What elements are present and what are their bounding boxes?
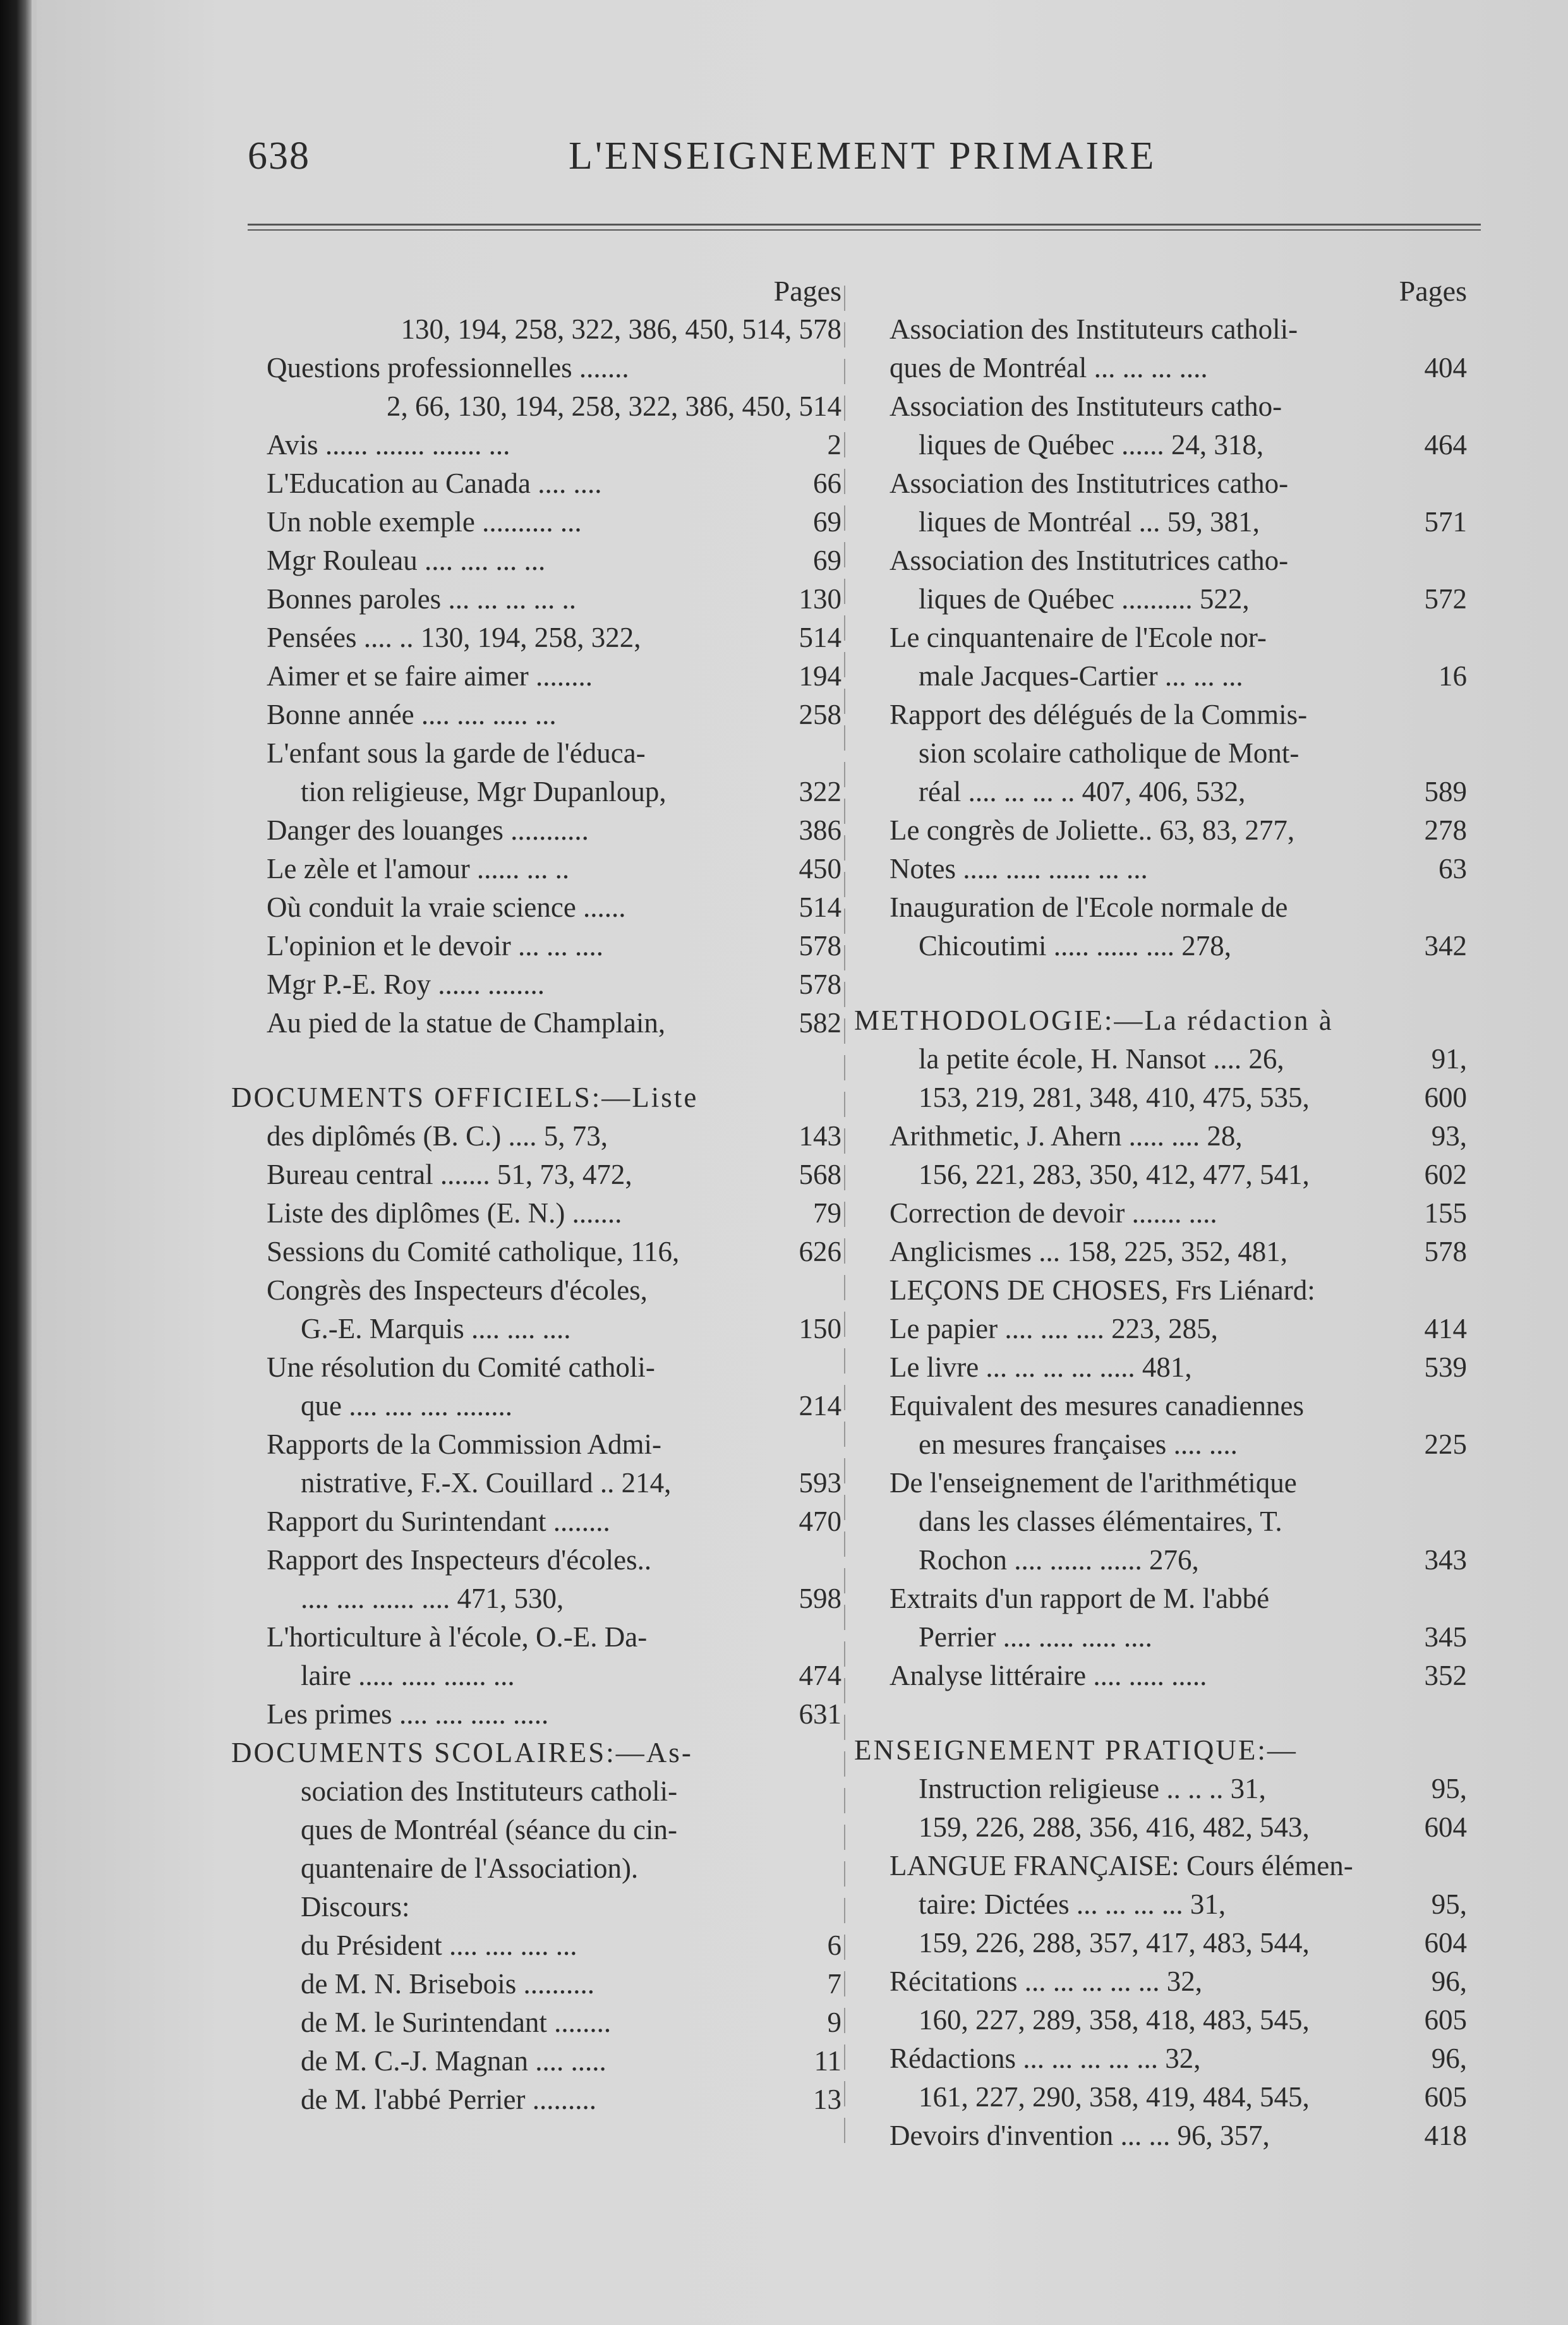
index-entry xyxy=(222,503,841,541)
index-entry xyxy=(854,1310,1467,1348)
index-entry xyxy=(222,1194,841,1233)
index-entry xyxy=(222,1926,841,1965)
entry-pages: 605 xyxy=(1424,2004,1467,2036)
entry-text: L'horticulture à l'école, O.-E. Da- xyxy=(267,1621,648,1653)
index-entry xyxy=(854,1731,1467,1770)
index-entry xyxy=(222,1888,841,1926)
entry-text: ques de Montréal ... ... ... .... xyxy=(890,352,1208,383)
index-entry xyxy=(854,1924,1467,1962)
entry-text: Au pied de la statue de Champlain, xyxy=(267,1007,666,1039)
index-entry xyxy=(222,1233,841,1271)
entry-pages: 342 xyxy=(1424,930,1467,962)
entry-text: Rapport des délégués de la Commis- xyxy=(890,699,1308,730)
index-entry xyxy=(222,1078,841,1117)
entry-text: Rapports de la Commission Admi- xyxy=(267,1428,661,1460)
entry-text: Perrier .... ..... ..... .... xyxy=(919,1621,1152,1653)
entry-text: LANGUE FRANÇAISE: Cours élémen- xyxy=(890,1850,1353,1881)
index-entry xyxy=(222,1387,841,1425)
entry-pages: 600 xyxy=(1424,1082,1467,1113)
pages-heading: Pages xyxy=(1399,275,1467,307)
entry-text: Un noble exemple .......... ... xyxy=(267,506,582,538)
entry-pages: 69 xyxy=(813,545,841,576)
index-entry xyxy=(854,2078,1467,2117)
entry-text: Mgr P.-E. Roy ...... ........ xyxy=(267,969,545,1000)
index-entry xyxy=(222,965,841,1004)
entry-text: Questions professionnelles ....... xyxy=(267,352,629,383)
index-entry xyxy=(222,1965,841,2003)
index-entry xyxy=(854,2117,1467,2155)
pages-heading: Pages xyxy=(773,275,841,307)
entry-pages: 604 xyxy=(1424,1927,1467,1959)
index-entry xyxy=(854,811,1467,850)
entry-pages: 194 xyxy=(799,660,841,692)
entry-text: Sessions du Comité catholique, 116, xyxy=(267,1236,680,1267)
entry-pages: 66 xyxy=(813,468,841,499)
entry-pages: 605 xyxy=(1424,2081,1467,2113)
index-entry xyxy=(854,1885,1467,1924)
index-entry xyxy=(854,349,1467,387)
index-entry xyxy=(854,1579,1467,1618)
index-entry xyxy=(854,1657,1467,1731)
index-entry xyxy=(222,619,841,657)
entry-text: DOCUMENTS OFFICIELS:—Liste xyxy=(231,1082,699,1113)
entry-text: Association des Instituteurs catholi- xyxy=(890,313,1298,345)
pages-heading-row xyxy=(222,272,841,310)
index-entry xyxy=(854,1156,1467,1194)
entry-text: Les primes .... .... ..... ..... xyxy=(267,1698,549,1730)
index-entry xyxy=(222,1657,841,1695)
entry-text: Rapport des Inspecteurs d'écoles.. xyxy=(267,1544,652,1576)
entry-text: Association des Institutrices catho- xyxy=(890,468,1289,499)
index-entry xyxy=(222,734,841,773)
index-entry xyxy=(222,387,841,426)
entry-text: 156, 221, 283, 350, 412, 477, 541, xyxy=(919,1159,1310,1190)
entry-pages: 214 xyxy=(799,1390,841,1422)
index-entry xyxy=(222,888,841,927)
entry-pages: 631 xyxy=(799,1698,841,1730)
index-entry xyxy=(854,464,1467,503)
entry-text: Le zèle et l'amour ...... ... .. xyxy=(267,853,570,885)
index-entry xyxy=(854,1233,1467,1271)
entry-pages: 470 xyxy=(799,1506,841,1537)
entry-text: du Président .... .... .... ... xyxy=(301,1929,577,1961)
index-entry xyxy=(222,1695,841,1734)
index-entry xyxy=(854,1001,1467,1040)
index-entry xyxy=(854,1425,1467,1464)
entry-pages: 16 xyxy=(1438,660,1467,692)
entry-pages: 450 xyxy=(799,853,841,885)
entry-pages: 2, 66, 130, 194, 258, 322, 386, 450, 514 xyxy=(387,390,841,422)
entry-pages: 514 xyxy=(799,622,841,653)
index-entry xyxy=(222,850,841,888)
entry-pages: 414 xyxy=(1424,1313,1467,1344)
index-entry xyxy=(222,811,841,850)
entry-text: tion religieuse, Mgr Dupanloup, xyxy=(301,776,666,807)
entry-text: 153, 219, 281, 348, 410, 475, 535, xyxy=(919,1082,1310,1113)
entry-text: Le papier .... .... .... 223, 285, xyxy=(890,1313,1218,1344)
entry-pages: 598 xyxy=(799,1583,841,1614)
index-entry xyxy=(222,541,841,580)
pages-heading-row xyxy=(854,272,1467,310)
entry-text: de M. C.-J. Magnan .... ..... xyxy=(301,2045,606,2077)
index-entry xyxy=(222,1772,841,1811)
left-column xyxy=(222,272,841,2119)
entry-text: réal .... ... ... .. 407, 406, 532, xyxy=(919,776,1246,807)
entry-text: 160, 227, 289, 358, 418, 483, 545, xyxy=(919,2004,1310,2036)
entry-text: liques de Québec .......... 522, xyxy=(919,583,1250,615)
column-divider xyxy=(844,286,845,2149)
entry-pages: 539 xyxy=(1424,1351,1467,1383)
entry-pages: 582 xyxy=(799,1007,841,1039)
index-entry xyxy=(854,1618,1467,1657)
entry-pages: 578 xyxy=(1424,1236,1467,1267)
entry-text: DOCUMENTS SCOLAIRES:—As- xyxy=(231,1737,693,1768)
index-entry xyxy=(854,1040,1467,1078)
entry-text: en mesures françaises .... .... xyxy=(919,1428,1238,1460)
index-entry xyxy=(222,1464,841,1502)
entry-pages: 626 xyxy=(799,1236,841,1267)
entry-text: Correction de devoir ....... .... xyxy=(890,1197,1217,1229)
entry-text: laire ..... ..... ...... ... xyxy=(301,1660,515,1691)
entry-text: sociation des Instituteurs catholi- xyxy=(301,1775,678,1807)
index-entry xyxy=(854,619,1467,657)
entry-pages: 578 xyxy=(799,969,841,1000)
entry-pages: 418 xyxy=(1424,2120,1467,2151)
entry-text: 161, 227, 290, 358, 419, 484, 545, xyxy=(919,2081,1310,2113)
index-entry xyxy=(222,1541,841,1579)
index-entry xyxy=(222,464,841,503)
index-entry xyxy=(854,1194,1467,1233)
entry-pages: 91, xyxy=(1431,1043,1467,1075)
index-entry xyxy=(854,1387,1467,1425)
entry-text: Rochon .... ...... ...... 276, xyxy=(919,1544,1199,1576)
entry-text: Avis ...... ....... ....... ... xyxy=(267,429,510,461)
entry-text: nistrative, F.-X. Couillard .. 214, xyxy=(301,1467,672,1499)
entry-text: .... .... ...... .... 471, 530, xyxy=(301,1583,564,1614)
header-rule xyxy=(248,224,1481,226)
entry-pages: 352 xyxy=(1424,1660,1467,1691)
entry-text: L'Education au Canada .... .... xyxy=(267,468,602,499)
entry-text: de M. l'abbé Perrier ......... xyxy=(301,2084,596,2115)
entry-text: 159, 226, 288, 357, 417, 483, 544, xyxy=(919,1927,1310,1959)
entry-text: G.-E. Marquis .... .... .... xyxy=(301,1313,571,1344)
entry-text: liques de Québec ...... 24, 318, xyxy=(919,429,1264,461)
index-entry xyxy=(854,1078,1467,1117)
entry-text: Analyse littéraire .... ..... ..... xyxy=(890,1660,1207,1691)
entry-text: Récitations ... ... ... ... ... 32, xyxy=(890,1966,1202,1997)
entry-pages: 63 xyxy=(1438,853,1467,885)
entry-pages: 69 xyxy=(813,506,841,538)
running-title: L'ENSEIGNEMENT PRIMAIRE xyxy=(569,135,1157,178)
entry-text: Congrès des Inspecteurs d'écoles, xyxy=(267,1274,648,1306)
entry-text: male Jacques-Cartier ... ... ... xyxy=(919,660,1243,692)
index-entry xyxy=(222,1579,841,1618)
entry-pages: 7 xyxy=(827,1968,841,2000)
entry-pages: 143 xyxy=(799,1120,841,1152)
index-entry xyxy=(222,426,841,464)
entry-text: taire: Dictées ... ... ... ... 31, xyxy=(919,1888,1226,1920)
entry-text: De l'enseignement de l'arithmétique xyxy=(890,1467,1297,1499)
entry-text: Pensées .... .. 130, 194, 258, 322, xyxy=(267,622,641,653)
entry-text: LEÇONS DE CHOSES, Frs Liénard: xyxy=(890,1274,1315,1306)
entry-text: Arithmetic, J. Ahern ..... .... 28, xyxy=(890,1120,1243,1152)
index-entry xyxy=(854,503,1467,541)
index-entry xyxy=(854,2001,1467,2039)
entry-pages: 343 xyxy=(1424,1544,1467,1576)
entry-pages: 589 xyxy=(1424,776,1467,807)
entry-pages: 96, xyxy=(1431,1966,1467,1997)
entry-text: Liste des diplômes (E. N.) ....... xyxy=(267,1197,622,1229)
entry-pages: 150 xyxy=(799,1313,841,1344)
entry-text: L'opinion et le devoir ... ... .... xyxy=(267,930,604,962)
index-entry xyxy=(854,1847,1467,1885)
index-entry xyxy=(222,1618,841,1657)
entry-text: 159, 226, 288, 356, 416, 482, 543, xyxy=(919,1811,1310,1843)
index-entry xyxy=(222,1811,841,1849)
entry-text: Association des Instituteurs catho- xyxy=(890,390,1282,422)
entry-text: Rédactions ... ... ... ... ... 32, xyxy=(890,2043,1201,2074)
entry-text: Bureau central ....... 51, 73, 472, xyxy=(267,1159,632,1190)
entry-pages: 130 xyxy=(799,583,841,615)
index-entry xyxy=(222,1502,841,1541)
index-entry xyxy=(854,850,1467,888)
index-entry xyxy=(222,1425,841,1464)
entry-text: Extraits d'un rapport de M. l'abbé xyxy=(890,1583,1270,1614)
entry-text: Bonnes paroles ... ... ... ... .. xyxy=(267,583,576,615)
entry-pages: 93, xyxy=(1431,1120,1467,1152)
index-entry xyxy=(854,1464,1467,1502)
index-entry xyxy=(854,1502,1467,1541)
entry-text: Aimer et se faire aimer ........ xyxy=(267,660,593,692)
index-entry xyxy=(222,773,841,811)
entry-text: Anglicismes ... 158, 225, 352, 481, xyxy=(890,1236,1288,1267)
entry-text: Equivalent des mesures canadiennes xyxy=(890,1390,1305,1422)
entry-text: Le cinquantenaire de l'Ecole nor- xyxy=(890,622,1267,653)
page-header xyxy=(0,134,1568,184)
entry-pages: 404 xyxy=(1424,352,1467,383)
book-spine-edge xyxy=(0,0,32,2325)
entry-pages: 225 xyxy=(1424,1428,1467,1460)
entry-pages: 593 xyxy=(799,1467,841,1499)
right-column xyxy=(854,272,1467,2155)
index-entry xyxy=(854,888,1467,927)
entry-pages: 322 xyxy=(799,776,841,807)
index-entry xyxy=(854,1117,1467,1156)
index-entry xyxy=(222,580,841,619)
entry-pages: 604 xyxy=(1424,1811,1467,1843)
entry-pages: 96, xyxy=(1431,2043,1467,2074)
entry-text: Danger des louanges ........... xyxy=(267,814,589,846)
header-rule-double xyxy=(248,229,1481,231)
entry-text: de M. le Surintendant ........ xyxy=(301,2007,612,2038)
index-entry xyxy=(854,734,1467,773)
entry-pages: 568 xyxy=(799,1159,841,1190)
index-entry xyxy=(222,1734,841,1772)
entry-text: dans les classes élémentaires, T. xyxy=(919,1506,1282,1537)
index-entry xyxy=(854,1348,1467,1387)
entry-text: des diplômés (B. C.) .... 5, 73, xyxy=(267,1120,608,1152)
entry-text: ENSEIGNEMENT PRATIQUE:— xyxy=(854,1734,1298,1766)
index-entry xyxy=(854,1271,1467,1310)
entry-pages: 464 xyxy=(1424,429,1467,461)
index-entry xyxy=(854,657,1467,696)
entry-pages: 6 xyxy=(827,1929,841,1961)
index-entry xyxy=(222,2042,841,2080)
entry-text: METHODOLOGIE:—La rédaction à xyxy=(854,1005,1334,1036)
entry-pages: 2 xyxy=(827,429,841,461)
entry-pages: 11 xyxy=(814,2045,841,2077)
entry-text: Le congrès de Joliette.. 63, 83, 277, xyxy=(890,814,1295,846)
entry-text: sion scolaire catholique de Mont- xyxy=(919,737,1300,769)
index-entry xyxy=(222,1117,841,1156)
entry-pages: 572 xyxy=(1424,583,1467,615)
index-entry xyxy=(854,1962,1467,2001)
index-entry xyxy=(222,927,841,965)
index-entry xyxy=(854,696,1467,734)
entry-pages: 130, 194, 258, 322, 386, 450, 514, 578 xyxy=(401,313,841,345)
entry-pages: 474 xyxy=(799,1660,841,1691)
entry-text: Discours: xyxy=(301,1891,410,1923)
index-entry xyxy=(222,310,841,349)
index-entry xyxy=(222,1156,841,1194)
entry-text: Le livre ... ... ... ... ..... 481, xyxy=(890,1351,1192,1383)
index-entry xyxy=(854,426,1467,464)
entry-pages: 602 xyxy=(1424,1159,1467,1190)
entry-text: liques de Montréal ... 59, 381, xyxy=(919,506,1260,538)
index-entry xyxy=(854,2039,1467,2078)
index-entry xyxy=(222,2080,841,2119)
entry-text: Où conduit la vraie science ...... xyxy=(267,891,626,923)
index-entry xyxy=(854,1770,1467,1808)
entry-pages: 9 xyxy=(827,2007,841,2038)
entry-text: Instruction religieuse .. .. .. 31, xyxy=(919,1773,1266,1804)
entry-pages: 13 xyxy=(813,2084,841,2115)
page-number: 638 xyxy=(248,135,310,178)
entry-text: Notes ..... ..... ...... ... ... xyxy=(890,853,1148,885)
entry-text: que .... .... .... ........ xyxy=(301,1390,512,1422)
entry-text: Mgr Rouleau .... .... ... ... xyxy=(267,545,546,576)
entry-text: Rapport du Surintendant ........ xyxy=(267,1506,610,1537)
entry-text: ques de Montréal (séance du cin- xyxy=(301,1814,678,1845)
index-entry xyxy=(222,349,841,387)
index-entry xyxy=(222,1004,841,1078)
entry-pages: 571 xyxy=(1424,506,1467,538)
index-entry xyxy=(854,1808,1467,1847)
entry-text: Chicoutimi ..... ...... .... 278, xyxy=(919,930,1231,962)
entry-text: L'enfant sous la garde de l'éduca- xyxy=(267,737,646,769)
entry-pages: 95, xyxy=(1431,1773,1467,1804)
index-entry xyxy=(222,657,841,696)
entry-pages: 578 xyxy=(799,930,841,962)
index-entry xyxy=(854,927,1467,1001)
entry-text: Inauguration de l'Ecole normale de xyxy=(890,891,1288,923)
entry-text: Devoirs d'invention ... ... 96, 357, xyxy=(890,2120,1270,2151)
index-entry xyxy=(854,541,1467,580)
entry-pages: 514 xyxy=(799,891,841,923)
entry-pages: 345 xyxy=(1424,1621,1467,1653)
entry-text: Une résolution du Comité catholi- xyxy=(267,1351,655,1383)
entry-text: la petite école, H. Nansot .... 26, xyxy=(919,1043,1284,1075)
index-entry xyxy=(222,2003,841,2042)
index-entry xyxy=(854,580,1467,619)
entry-pages: 258 xyxy=(799,699,841,730)
entry-pages: 278 xyxy=(1424,814,1467,846)
index-entry xyxy=(222,1849,841,1888)
entry-pages: 95, xyxy=(1431,1888,1467,1920)
index-entry xyxy=(854,387,1467,426)
entry-text: quantenaire de l'Association). xyxy=(301,1852,639,1884)
index-entry xyxy=(854,1541,1467,1579)
index-entry xyxy=(854,773,1467,811)
entry-pages: 386 xyxy=(799,814,841,846)
entry-pages: 155 xyxy=(1424,1197,1467,1229)
entry-text: Association des Institutrices catho- xyxy=(890,545,1289,576)
entry-text: Bonne année .... .... ..... ... xyxy=(267,699,557,730)
index-entry xyxy=(854,310,1467,349)
index-entry xyxy=(222,1310,841,1348)
index-entry xyxy=(222,1271,841,1310)
entry-text: de M. N. Brisebois .......... xyxy=(301,1968,594,2000)
index-entry xyxy=(222,696,841,734)
entry-pages: 79 xyxy=(813,1197,841,1229)
index-entry xyxy=(222,1348,841,1387)
